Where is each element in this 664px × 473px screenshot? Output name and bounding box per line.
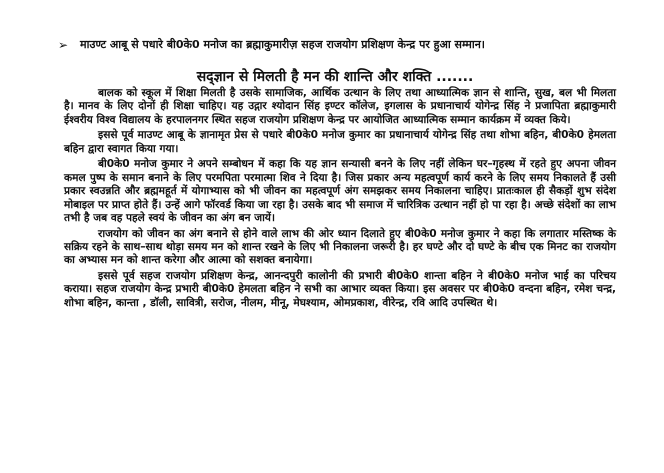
- arrow-bullet-icon: ➢: [58, 38, 69, 52]
- paragraph-4: राजयोग को जीवन का अंग बनाने से होने वाले लाभ की ओर ध्यान दिलाते हुए बी0के0 मनोज कुमार ने कहा कि लगातार मस्तिष्क के सक्रिय रहने के साथ–साथ थोड़ा समय मन को शान्त रखने के लिए भी निकालना जरूरी है। हर घण्टे और दो घण्टे के बीच एक मिनट का राजयोग का अभ्यास मन को शान्त करेगा और आत्मा को सशक्त बनायेगा।: [64, 227, 616, 267]
- article-heading: सद्ज्ञान से मिलती है मन की शान्ति और शक्ति .......: [196, 69, 474, 85]
- bullet-text: माउण्ट आबू से पधारे बी0के0 मनोज का ब्रह्माकुमारीज़ सहज राजयोग प्रशिक्षण केन्द्र पर हुआ सम्मान।: [80, 38, 485, 51]
- paragraph-2: इससे पूर्व माउण्ट आबू के ज्ञानामृत प्रेस से पधारे बी0के0 मनोज कुमार का प्रधानाचार्य योगेन्द्र सिंह तथा शोभा बहिन, बी0के0 हेमलता बहिन द्वारा स्वागत किया गया।: [64, 129, 616, 155]
- paragraph-1: बालक को स्कूल में शिक्षा मिलती है उसके सामाजिक, आर्थिक उत्थान के लिए तथा आध्यात्मिक ज्ञान से शान्ति, सुख, बल भी मिलता है। मानव के लिए दोनों ही शिक्षा चाहिए। यह उद्गार श्योदान सिंह इण्टर कॉलेज, इगलास के प्रधानाचार्य योगेन्द्र सिंह ने प्रजापिता ब्रह्माकुमारी ईश्वरीय विश्व विद्यालय के हरपालनगर स्थित सहज राजयोग प्रशिक्षण केन्द्र पर आयोजित आध्यात्मिक सम्मान कार्यक्रम में व्यक्त किये।: [64, 87, 616, 126]
- bullet-headline: [58, 37, 623, 53]
- paragraph-5: इससे पूर्व सहज राजयोग प्रशिक्षण केन्द्र, आनन्दपुरी कालोनी की प्रभारी बी0के0 शान्ता बहिन ने बी0के0 मनोज भाई का परिचय कराया। सहज राजयोग केन्द्र प्रभारी बी0के0 हेमलता बहिन ने सभी का आभार व्यक्त किया। इस अवसर पर बी0के0 वन्दना बहिन, रमेश चन्द्र, शोभा बहिन, कान्ता , डॉली, सावित्री, सरोज, नीलम, मीनू, मेघश्याम, ओमप्रकाश, वीरेन्द्र, रवि आदि उपस्थित थे।: [64, 269, 616, 309]
- paragraph-3: बी0के0 मनोज कुमार ने अपने सम्बोधन में कहा कि यह ज्ञान सन्यासी बनने के लिए नहीं लेकिन घर–गृहस्थ में रहते हुए अपना जीवन कमल पुष्प के समान बनाने के लिए परमपिता परमात्मा शिव ने दिया है। जिस प्रकार अन्य महत्वपूर्ण कार्य करने के लिए समय निकालते हैं उसी प्रकार स्वउन्नति और ब्रह्ममहूर्त में योगाभ्यास को भी जीवन का महत्वपूर्ण अंग समझकर समय निकालना चाहिए। प्रातःकाल ही सैकड़ों शुभ संदेश मोबाइल पर प्राप्त होते हैं। उन्हें आगे फॉरवर्ड किया जा रहा है। उसके बाद भी समाज में चारित्रिक उत्थान नहीं हो पा रहा है। अच्छे संदेशों का लाभ तभी है जब वह पहले स्वयं के जीवन का अंग बन जायें।: [64, 158, 616, 225]
- article-body: [64, 87, 616, 310]
